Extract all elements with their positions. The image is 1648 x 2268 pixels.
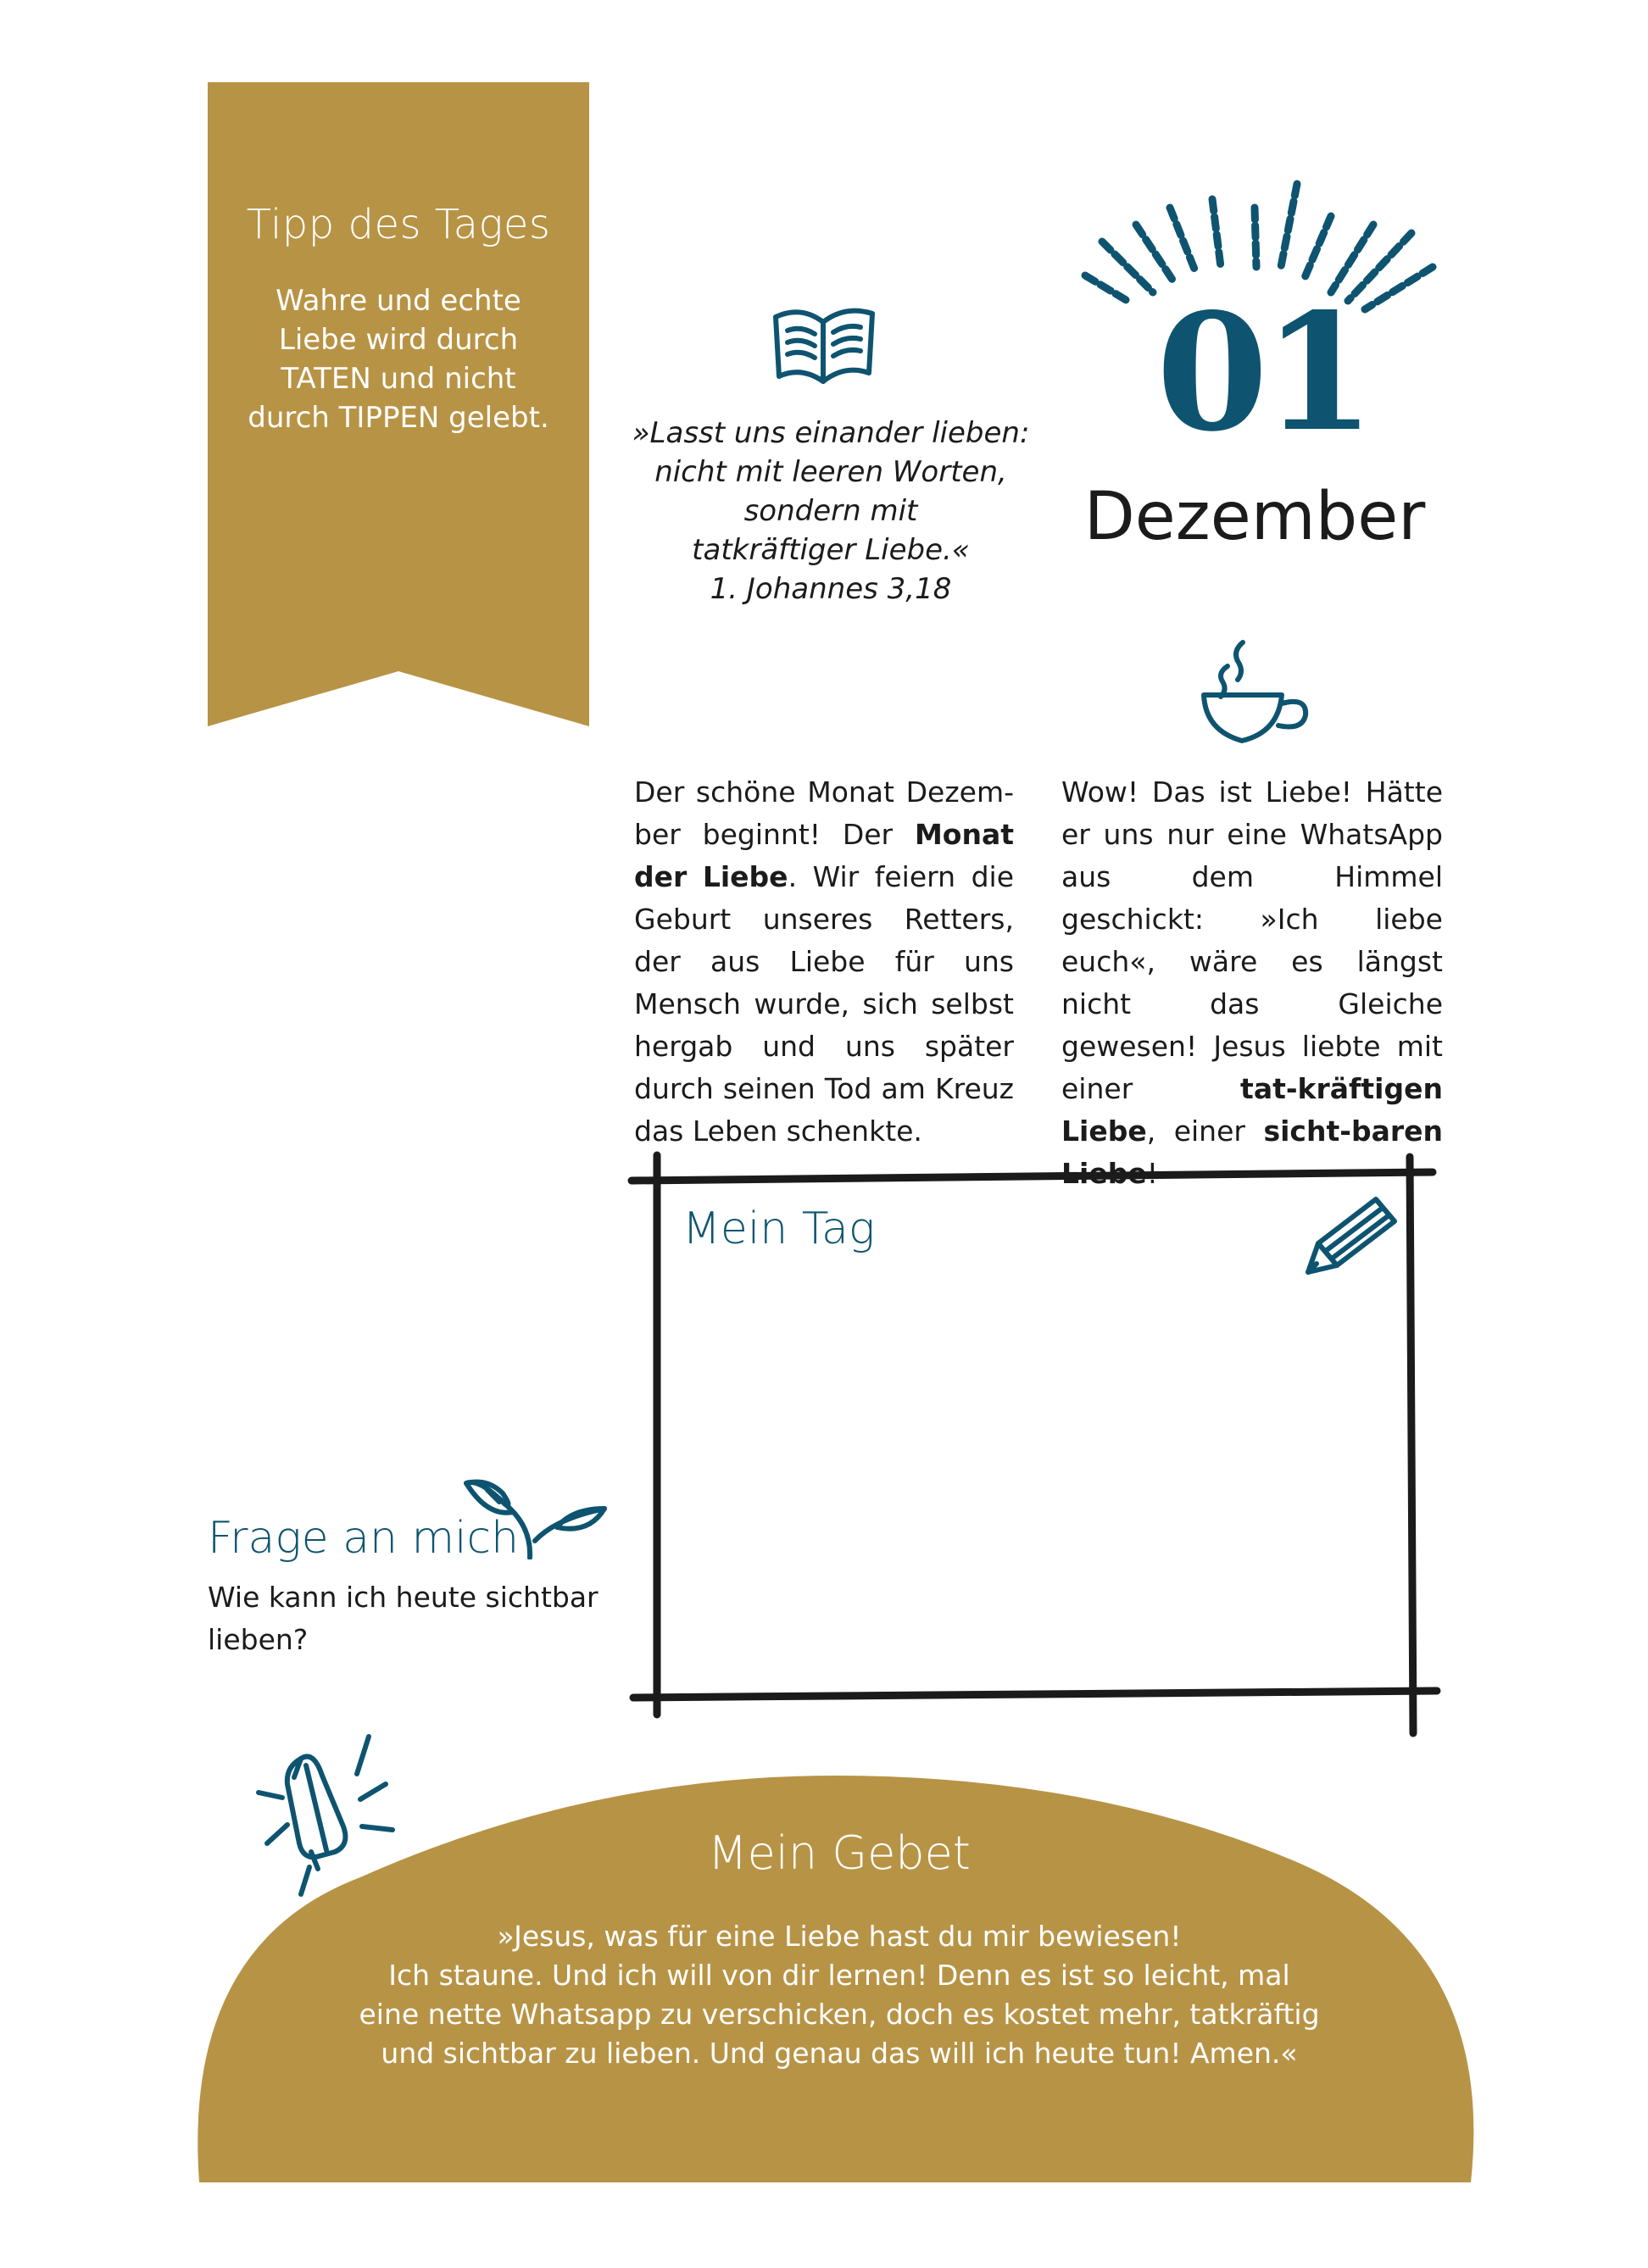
tip-banner: [208, 82, 589, 726]
book-icon: [767, 298, 882, 392]
praying-hands-icon: [250, 1725, 424, 1907]
pencil-icon: [1301, 1191, 1403, 1280]
body-text: Der schöne Monat Dezem-: [634, 775, 1014, 809]
quote-line: »Lasst uns einander lieben:: [632, 416, 1030, 450]
frage-text: Wie kann ich heute sichtbar lieben?: [208, 1581, 599, 1656]
tip-line: Liebe wird durch: [278, 323, 519, 357]
tip-text: [242, 281, 555, 437]
quote-reference: 1. Johannes 3,18: [710, 572, 952, 606]
quote-line: sondern mit: [743, 494, 918, 528]
tip-line: Wahre und echte: [276, 284, 521, 318]
mein-tag-title: Mein Tag: [682, 1203, 876, 1254]
gebet-line: »Jesus, was für eine Liebe hast du mir bewiesen!: [497, 1920, 1182, 1953]
body-text: !: [1146, 1157, 1158, 1190]
body-text: ber beginnt! Der: [634, 818, 915, 851]
month-name: Dezember: [1083, 479, 1426, 555]
body-text-bold: tat-kräftigen Liebe: [1061, 1072, 1443, 1148]
body-column-left: [634, 771, 1014, 1153]
day-number: 01: [1155, 278, 1371, 467]
gebet-title: Mein Gebet: [708, 1826, 971, 1880]
body-text-bold: Liebe: [702, 860, 788, 893]
tip-line: durch TIPPEN gelebt.: [248, 401, 549, 435]
body-column-right: [1061, 771, 1443, 1195]
gebet-line: und sichtbar zu lieben. Und genau das will ich heute tun! Amen.«: [381, 2037, 1298, 2070]
tip-line: TATEN und nicht: [281, 362, 516, 396]
gebet-text: [322, 1917, 1356, 2073]
body-text: . Wir feiern die Geburt unseres Retters, der aus Liebe für uns Mensch wurde, sich selbst hergab und uns später durch seinen Tod am Kreuz das Leben schenkte.: [634, 860, 1015, 1148]
body-text: Wow! Das ist Liebe! Hätte er uns nur eine WhatsApp aus dem Himmel geschickt: »Ich liebe euch«, wäre es längst nicht das Gleiche gewesen! Jesus liebte mit einer: [1061, 775, 1443, 1105]
quote-line: tatkräftiger Liebe.«: [692, 533, 970, 567]
coffee-cup-icon: [1195, 637, 1318, 752]
quote-line: nicht mit leeren Worten,: [654, 455, 1007, 489]
body-text-bold: Monat der: [634, 818, 1014, 893]
bible-quote: [610, 414, 1051, 609]
gebet-line: eine nette Whatsapp zu verschicken, doch es kostet mehr, tatkräftig: [359, 1998, 1320, 2031]
frage-title: Frage an mich: [208, 1513, 520, 1564]
gebet-line: Ich staune. Und ich will von dir lernen! Denn es ist so leicht, mal: [388, 1959, 1290, 1992]
body-text-bold: sicht-baren Liebe: [1061, 1115, 1443, 1190]
tip-title: Tipp des Tages: [246, 201, 551, 248]
body-text: , einer: [1146, 1115, 1264, 1148]
